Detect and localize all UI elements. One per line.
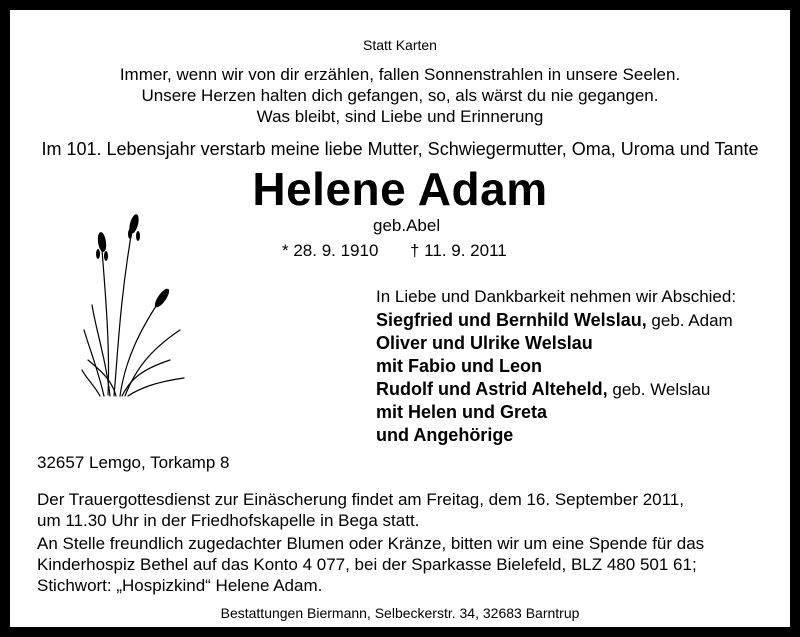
mourner-line	[376, 355, 542, 378]
mourner-line	[376, 332, 593, 355]
donation-line-1: An Stelle freundlich zugedachter Blumen oder Kränze, bitten wir um eine Spende für das	[37, 534, 705, 553]
mourner-note: geb. Welslau	[607, 380, 711, 399]
address: 32657 Lemgo, Torkamp 8	[37, 453, 230, 472]
poem-line-1: Immer, wenn wir von dir erzählen, fallen Sonnenstrahlen in unsere Seelen.	[119, 65, 681, 84]
deceased-name: Helene Adam	[252, 163, 548, 215]
statt-karten: Statt Karten	[363, 37, 437, 53]
poem-line-2: Unsere Herzen halten dich gefangen, so, als wärst du nie gegangen.	[141, 86, 659, 105]
mourner-line	[376, 424, 513, 447]
service-line-1: Der Trauergottesdienst zur Einäscherung findet am Freitag, dem 16. September 2011,	[37, 490, 684, 509]
mourner-line	[376, 401, 547, 424]
mourner-line	[376, 309, 733, 332]
mourner-name: und Angehörige	[376, 425, 514, 445]
mourners-intro: In Liebe und Dankbarkeit nehmen wir Abschied:	[376, 287, 737, 306]
mourner-name: mit Fabio und Leon	[376, 356, 542, 376]
mourner-name: Rudolf und Astrid Alteheld,	[376, 379, 608, 399]
service-line-2: um 11.30 Uhr in der Friedhofskapelle in Bega statt.	[37, 511, 420, 530]
funeral-home: Bestattungen Biermann, Selbeckerstr. 34, 32683 Barntrup	[220, 605, 580, 621]
mourner-line	[376, 378, 710, 401]
mourner-note: geb. Adam	[646, 311, 733, 330]
maiden-name: geb.Abel	[373, 216, 441, 235]
wheat-ears-icon	[80, 210, 190, 400]
announcement: Im 101. Lebensjahr verstarb meine liebe Mutter, Schwiegermutter, Oma, Uroma und Tante	[41, 139, 759, 159]
birth-date: * 28. 9. 1910	[282, 241, 379, 260]
mourner-name: Oliver und Ulrike Welslau	[376, 333, 593, 353]
donation-line-3: Stichwort: „Hospizkind“ Helene Adam.	[37, 576, 323, 595]
mourner-name: mit Helen und Greta	[376, 402, 548, 422]
poem-line-3: Was bleibt, sind Liebe und Erinnerung	[256, 107, 544, 126]
donation-line-2: Kinderhospiz Bethel auf das Konto 4 077, bei der Sparkasse Bielefeld, BLZ 480 501 61;	[37, 555, 697, 574]
mourner-name: Siegfried und Bernhild Welslau,	[376, 310, 647, 330]
death-date: † 11. 9. 2011	[410, 241, 507, 260]
